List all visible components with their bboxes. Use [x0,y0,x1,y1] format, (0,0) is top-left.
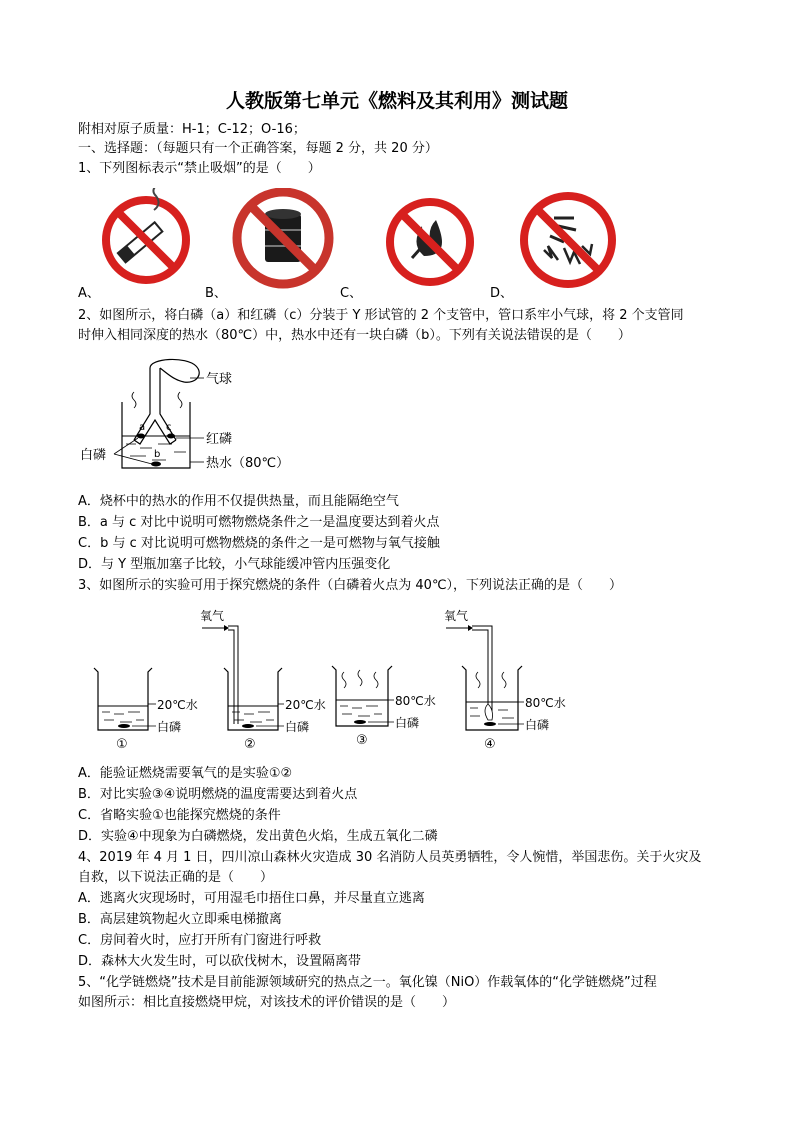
q1-figure [78,188,718,298]
q5-stem-line2: 如图所示：相比直接燃烧甲烷，对该技术的评价错误的是（ ） [78,995,456,1010]
label-a: a [139,422,146,433]
q1-option-c: C、 [340,286,363,301]
beaker1-number: ① [116,737,128,752]
q4-stem-line1: 4、2019 年 4 月 1 日，四川凉山森林火灾造成 30 名消防人员英勇牺牲，令人惋惜，举国悲伤。关于火灾及 [78,850,702,865]
beaker1-water-label: 20℃水 [157,698,198,712]
beaker3-water-label: 80℃水 [395,694,436,708]
section-heading: 一、选择题：（每题只有一个正确答案，每题 2 分，共 20 分） [78,141,438,156]
beaker2-number: ② [244,737,256,752]
atomic-mass-note: 附相对原子质量：H-1；C-12；O-16； [78,122,306,137]
beaker4-phosphorus-label: 白磷 [525,718,550,732]
beaker-1 [94,668,198,752]
q2-stem-line2: 时伸入相同深度的热水（80℃）中，热水中还有一块白磷（b）。下列有关说法错误的是（ ） [78,328,631,343]
q3-option-a: A．能验证燃烧需要氧气的是实验①② [78,766,293,781]
red-phosphorus-label: 红磷 [206,432,233,447]
no-oil-drum-icon [237,192,329,284]
q3-option-c: C．省略实验①也能探究燃烧的条件 [78,808,281,823]
beaker1-phosphorus-label: 白磷 [157,720,182,734]
q2-option-b: B．a 与 c 对比中说明可燃物燃烧条件之一是温度要达到着火点 [78,515,440,530]
q2-option-c: C．b 与 c 对比说明可燃物燃烧的条件之一是可燃物与氧气接触 [78,536,440,551]
label-b: b [154,449,161,460]
beaker3-phosphorus-label: 白磷 [395,716,420,730]
beaker4-number: ④ [484,737,496,752]
q2-figure [78,356,318,476]
no-open-flame-icon [390,202,470,282]
beaker3-number: ③ [356,733,368,748]
beaker-3 [332,666,436,748]
q5-stem-line1: 5、“化学链燃烧”技术是目前能源领域研究的热点之一。氧化镍（NiO）作载氧体的“化学链燃烧”过程 [78,975,657,990]
beaker-4 [444,608,566,752]
oxygen-label-4: 氧气 [444,609,469,623]
q4-option-a: A．逃离火灾现场时，可用湿毛巾捂住口鼻，并尽量直立逃离 [78,891,425,906]
q1-option-b: B、 [205,286,227,301]
q3-option-d: D．实验④中现象为白磷燃烧，发出黄色火焰，生成五氧化二磷 [78,829,438,844]
q2-stem-line1: 2、如图所示，将白磷（a）和红磷（c）分装于 Y 形试管的 2 个支管中，管口系牢小气球，将 2 个支管同 [78,308,684,323]
oxygen-label-2: 氧气 [200,609,225,623]
white-phosphorus-label: 白磷 [80,448,107,463]
no-smoking-icon [106,188,186,280]
q1-option-d: D、 [490,286,514,301]
balloon-label: 气球 [206,372,233,387]
q2-option-a: A．烧杯中的热水的作用不仅提供热量，而且能隔绝空气 [78,494,399,509]
beaker-2 [200,608,326,752]
q3-stem: 3、如图所示的实验可用于探究燃烧的条件（白磷着火点为 40℃），下列说法正确的是（ ） [78,578,623,593]
beaker2-phosphorus-label: 白磷 [285,720,310,734]
q4-option-b: B．高层建筑物起火立即乘电梯撤离 [78,912,282,927]
q1-option-a: A、 [78,286,100,301]
beaker2-water-label: 20℃水 [285,698,326,712]
q2-option-d: D．与 Y 型瓶加塞子比较，小气球能缓冲管内压强变化 [78,557,391,572]
q4-option-d: D．森林大火发生时，可以砍伐树木，设置隔离带 [78,954,362,969]
label-c: c [166,422,172,433]
q4-option-c: C．房间着火时，应打开所有门窗进行呼救 [78,933,322,948]
q3-figure [78,602,598,752]
beaker4-water-label: 80℃水 [525,696,566,710]
no-fireworks-icon [524,196,612,284]
q1-stem: 1、下列图标表示“禁止吸烟”的是（ ） [78,161,321,176]
q4-stem-line2: 自救，以下说法正确的是（ ） [78,870,274,885]
page-title: 人教版第七单元《燃料及其利用》测试题 [225,90,568,112]
q3-option-b: B．对比实验③④说明燃烧的温度需要达到着火点 [78,787,358,802]
hot-water-label: 热水（80℃） [206,456,290,471]
